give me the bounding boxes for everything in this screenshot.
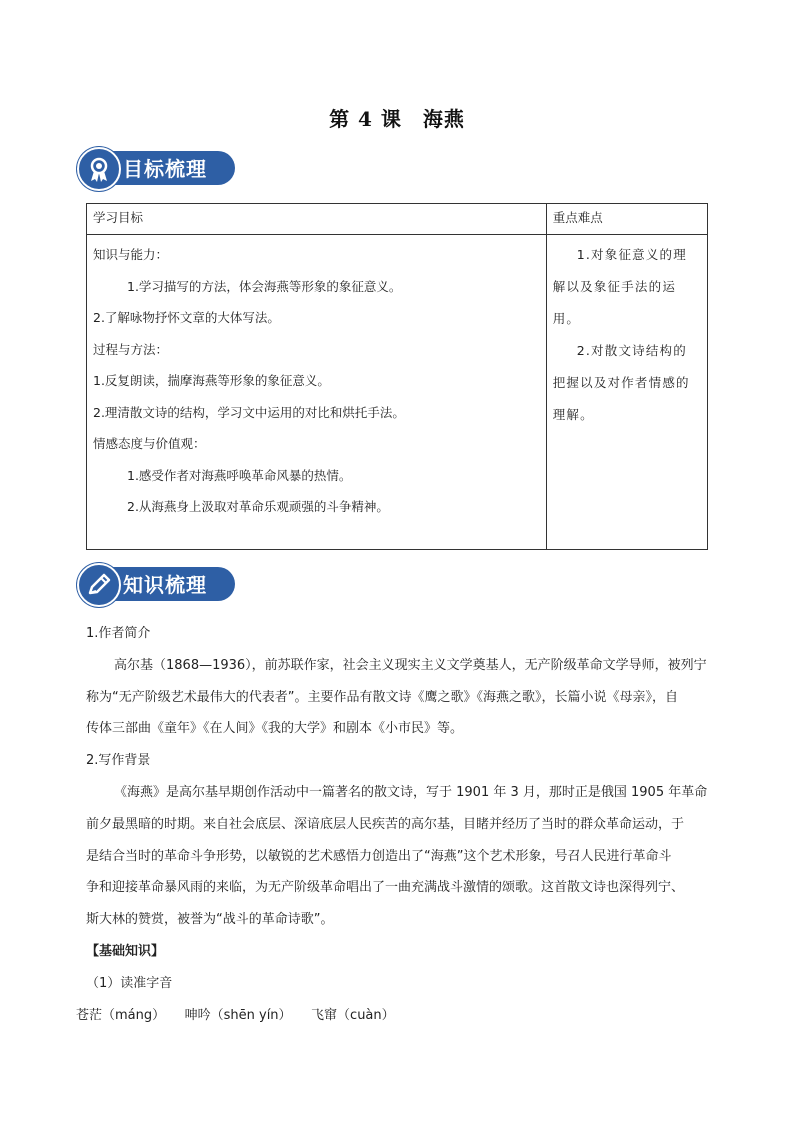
paragraph-line: 争和迎接革命暴风雨的来临，为无产阶级革命唱出了一曲充满战斗激情的颂歌。这首散文诗也深得列宁、: [86, 880, 685, 896]
heading-author: 1.作者简介: [86, 626, 151, 641]
heading-background: 2.写作背景: [86, 753, 151, 769]
banner-label: 目标梳理: [123, 157, 207, 181]
knowledge-section: [76, 618, 722, 1031]
goal-line: 1.学习描写的方法，体会海燕等形象的象征意义。: [127, 278, 402, 294]
paragraph-line: 高尔基（1868—1936），前苏联作家，社会主义现实主义文学奠基人，无产阶级革命文学导师，被列宁: [114, 657, 707, 673]
goals-cell: [87, 235, 547, 550]
paragraph-line: 传体三部曲《童年》《在人间》《我的大学》和剧本《小市民》等。: [86, 721, 464, 737]
keypoint-line: 解以及象征手法的运用。: [552, 279, 677, 326]
paragraph-line: 是结合当时的革命斗争形势，以敏锐的艺术感悟力创造出了“海燕”这个艺术形象，号召人民进行革命斗: [86, 848, 672, 864]
paragraph-line: 《海燕》是高尔基早期创作活动中一篇著名的散文诗，写于 1901 年 3 月，那时正是俄国 1905 年革命: [114, 784, 708, 800]
keypoint-line: 2.对散文诗结构的: [576, 343, 687, 358]
goal-line: 2.从海燕身上汲取对革命乐观顽强的斗争精神。: [127, 499, 389, 514]
goal-line: 过程与方法：: [93, 341, 169, 357]
keypoints-cell: [546, 235, 707, 550]
goal-line: 2.了解咏物抒怀文章的大体写法。: [93, 310, 280, 325]
subheading: （1）读准字音: [86, 975, 173, 991]
award-ribbon-icon: [77, 147, 121, 191]
keypoint-line: 理解。: [552, 407, 594, 422]
keypoint-line: 1.对象征意义的理: [576, 247, 687, 262]
goal-line: 1.反复朗读，揣摩海燕等形象的象征意义。: [93, 373, 330, 388]
section-banner-goals: [77, 147, 237, 189]
goal-line: 知识与能力：: [93, 247, 169, 262]
banner-label: 知识梳理: [123, 573, 207, 597]
pronunciation-line: 苍茫（máng） 呻吟（shēn yín） 飞窜（cuàn）: [76, 1007, 395, 1023]
goal-line: 2.理清散文诗的结构，学习文中运用的对比和烘托手法。: [93, 404, 405, 420]
keypoint-line: 把握以及对作者情感的: [552, 375, 690, 390]
paragraph-line: 称为“无产阶级艺术最伟大的代表者”。主要作品有散文诗《鹰之歌》《海燕之歌》，长篇小说《母亲》，自: [86, 689, 678, 705]
pencil-icon: [77, 563, 121, 607]
table-header-goals: 学习目标: [87, 204, 547, 235]
paragraph-line: 前夕最黑暗的时期。来自社会底层、深谙底层人民疾苦的高尔基，目睹并经历了当时的群众革命运动，于: [86, 816, 685, 832]
basics-heading: 【基础知识】: [86, 943, 165, 959]
page-title: 第 4 课 海燕: [329, 107, 465, 131]
paragraph-line: 斯大林的赞赏，被誉为“战斗的革命诗歌”。: [86, 912, 334, 928]
goal-line: 1.感受作者对海燕呼唤革命风暴的热情。: [127, 467, 352, 483]
table-header-keypoints: 重点难点: [546, 204, 707, 235]
section-banner-knowledge: [77, 563, 237, 605]
goals-table: [86, 203, 708, 550]
goal-line: 情感态度与价值观：: [93, 436, 206, 451]
